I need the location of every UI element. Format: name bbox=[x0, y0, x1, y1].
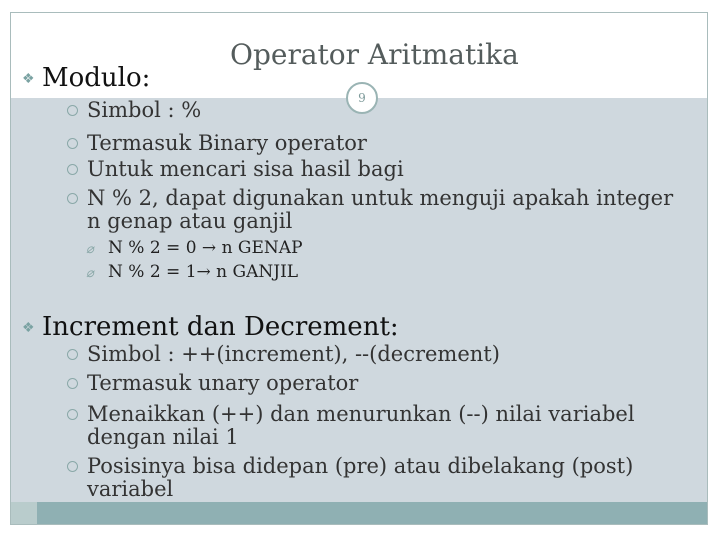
sub-list-item-text: N % 2 = 1→ n GANJIL bbox=[108, 262, 299, 282]
bullet-icon bbox=[67, 138, 78, 149]
list-item-text: Menaikkan (++) dan menurunkan (--) nilai variabel dengan nilai 1 bbox=[87, 402, 635, 449]
bullet-icon bbox=[67, 105, 78, 116]
list-item-text: Termasuk Binary operator bbox=[87, 131, 367, 155]
list-item bbox=[87, 372, 687, 395]
bullet-icon bbox=[67, 378, 78, 389]
list-item bbox=[87, 403, 647, 449]
section-heading-increment bbox=[22, 312, 399, 342]
section-heading-modulo bbox=[22, 63, 150, 93]
heading-text: Modulo: bbox=[42, 63, 151, 93]
slide-title: Operator Aritmatika bbox=[230, 38, 519, 71]
list-item bbox=[87, 158, 687, 181]
list-item-text: Posisinya bisa didepan (pre) atau dibelakang (post) variabel bbox=[87, 454, 634, 501]
sub-list-item bbox=[86, 262, 299, 282]
slide-number-badge: 9 bbox=[346, 82, 378, 114]
list-item bbox=[87, 187, 677, 233]
bullet-icon bbox=[67, 461, 78, 472]
list-item-text: Simbol : ++(increment), --(decrement) bbox=[87, 342, 500, 366]
list-item-text: Termasuk unary operator bbox=[87, 371, 359, 395]
list-item bbox=[87, 455, 647, 501]
sub-list-item-text: N % 2 = 0 → n GENAP bbox=[108, 238, 303, 258]
list-item-text: N % 2, dapat digunakan untuk menguji apakah integer n genap atau ganjil bbox=[87, 186, 674, 233]
bullet-icon bbox=[67, 409, 78, 420]
heading-text: Increment dan Decrement: bbox=[42, 312, 399, 342]
list-item bbox=[87, 343, 687, 366]
bullet-icon bbox=[67, 349, 78, 360]
sub-list-item bbox=[86, 238, 303, 258]
list-item bbox=[87, 99, 687, 122]
bullet-icon: ⌀ bbox=[86, 266, 94, 281]
bullet-icon: ❖ bbox=[22, 320, 35, 336]
list-item-text: Simbol : % bbox=[87, 98, 202, 122]
bullet-icon: ❖ bbox=[22, 71, 35, 87]
footer-tab bbox=[11, 502, 37, 524]
list-item bbox=[87, 132, 687, 155]
bullet-icon bbox=[67, 164, 78, 175]
bullet-icon bbox=[67, 193, 78, 204]
footer-bar bbox=[11, 502, 707, 524]
list-item-text: Untuk mencari sisa hasil bagi bbox=[87, 157, 404, 181]
bullet-icon: ⌀ bbox=[86, 242, 94, 257]
